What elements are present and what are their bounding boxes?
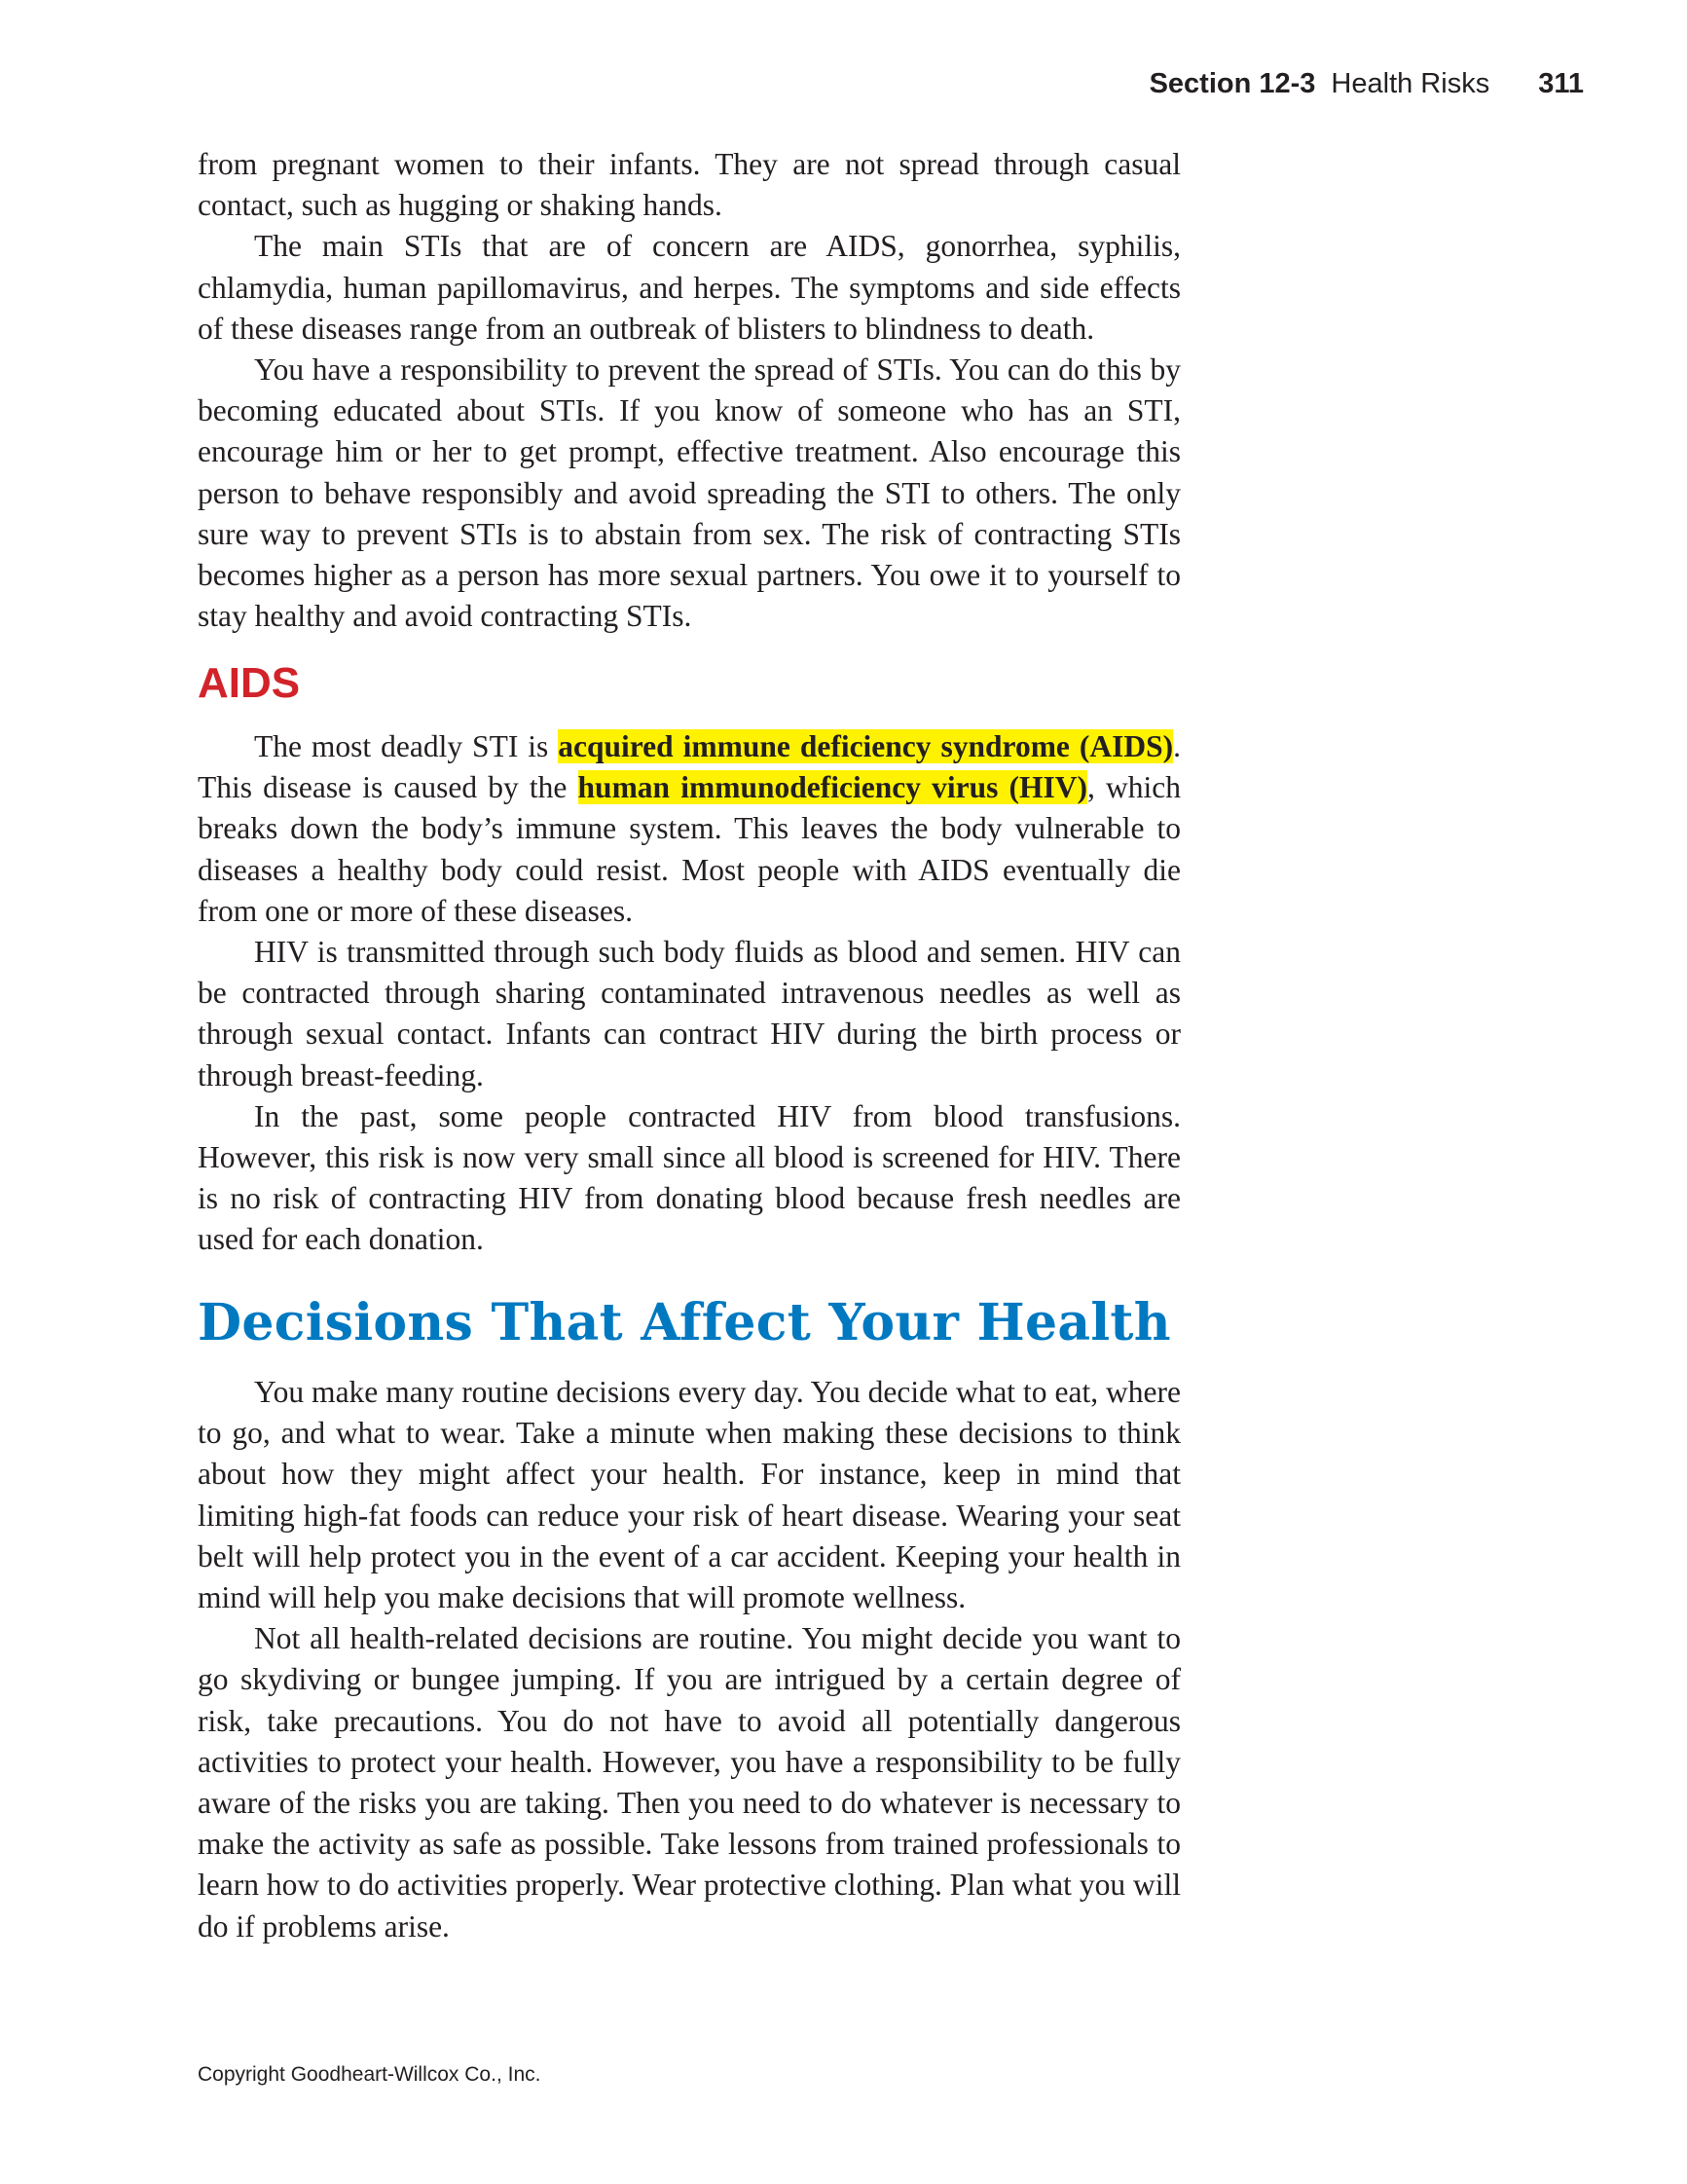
decisions-text-block: [198, 1372, 1181, 1947]
section-label: Section 12-3: [1149, 68, 1316, 99]
aids-text-block: [198, 726, 1181, 1261]
copyright-footer: Copyright Goodheart-Willcox Co., Inc.: [198, 2063, 541, 2086]
section-title: Health Risks: [1331, 68, 1490, 99]
body-paragraph: from pregnant women to their infants. They are not spread through casual contact, such as hugging or shaking hands.: [198, 147, 1181, 223]
body-paragraph: You make many routine decisions every day. You decide what to eat, where to go, and what to wear. Take a minute when making these decisions to think about how they might affect your health. For instance, keep in mind that limiting high-fat foods can reduce your risk of heart disease. Wearing your seat belt will help protect you in the event of a car accident. Keeping your health in mind will help you make decisions that will promote wellness.: [198, 1375, 1181, 1615]
paragraph-text: . This disease is caused by the: [198, 729, 1181, 805]
body-paragraph: Not all health-related decisions are routine. You might decide you want to go skydiving or bungee jumping. If you are intrigued by a certain degree of risk, take precautions. You do not have to avoid all potentially dangerous activities to protect your health. However, you have a responsibility to be fully aware of the risks you are taking. Then you need to do whatever is necessary to make the activity as safe as possible. Take lessons from trained professionals to learn how to do activities properly. Wear protective clothing. Plan what you will do if problems arise.: [198, 1621, 1181, 1943]
page-number: 311: [1538, 68, 1584, 99]
paragraph-text: The most deadly STI is: [254, 729, 559, 763]
body-paragraph: HIV is transmitted through such body fluids as blood and semen. HIV can be contracted through sharing contaminated intravenous needles as well as through sexual contact. Infants can contract HIV during the birth process or through breast-feeding.: [198, 935, 1181, 1092]
body-paragraph: The main STIs that are of concern are AIDS, gonorrhea, syphilis, chlamydia, human papillomavirus, and herpes. The symptoms and side effects of these diseases range from an outbreak of blisters to blindness to death.: [198, 229, 1181, 346]
body-paragraph: In the past, some people contracted HIV from blood transfusions. However, this risk is now very small since all blood is screened for HIV. There is no risk of contracting HIV from donating blood because fresh needles are used for each donation.: [198, 1098, 1181, 1257]
body-paragraph: You have a responsibility to prevent the spread of STIs. You can do this by becoming educated about STIs. If you know of someone who has an STI, encourage him or her to get prompt, effective treatment. Also encourage this person to behave responsibly and avoid spreading the STI to others. The only sure way to prevent STIs is to abstain from sex. The risk of contracting STIs becomes higher as a person has more sexual partners. You owe it to yourself to stay healthy and avoid contracting STIs.: [198, 352, 1181, 634]
sti-text-block: [198, 144, 1181, 637]
key-term-aids: acquired immune deficiency syndrome (AIDS): [558, 729, 1174, 763]
decisions-heading: Decisions That Affect Your Health: [198, 1293, 1171, 1352]
paragraph-text: , which breaks down the body’s immune system. This leaves the body vulnerable to diseases a healthy body could resist. Most people with AIDS eventually die from one or more of these diseases.: [198, 770, 1181, 928]
key-term-hiv: human immunodeficiency virus (HIV): [577, 770, 1087, 805]
running-header: [1150, 68, 1584, 100]
aids-heading: AIDS: [198, 659, 301, 707]
body-paragraph: [198, 726, 1181, 932]
